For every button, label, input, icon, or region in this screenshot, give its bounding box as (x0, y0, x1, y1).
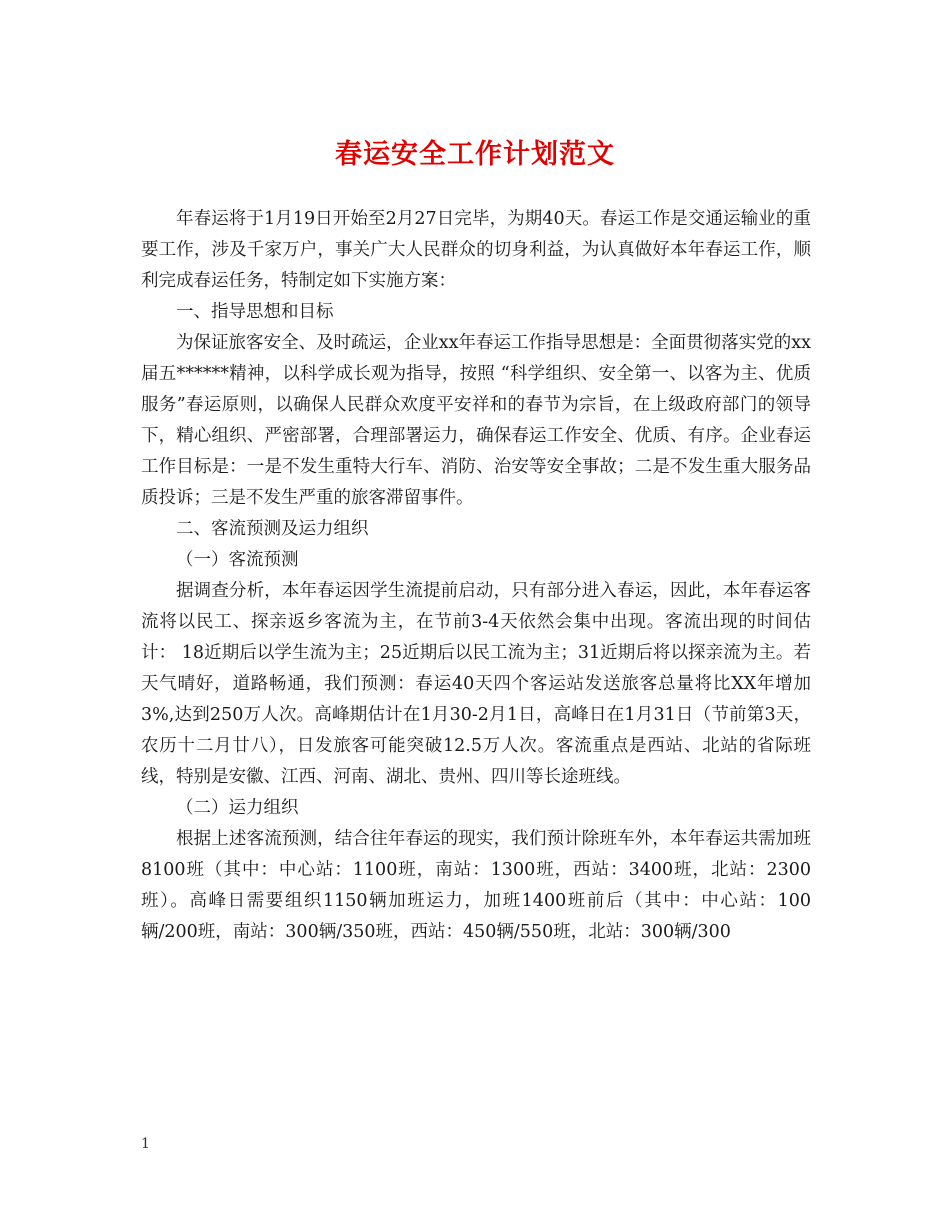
paragraph-intro: 年春运将于1月19日开始至2月27日完毕，为期40天。春运工作是交通运输业的重要工作，涉及千家万户，事关广大人民群众的切身利益，为认真做好本年春运工作，顺利完成春运任务，特制定如下实施方案： (141, 209, 811, 291)
subsection-heading-capacity: （二）运力组织 (176, 798, 299, 818)
document-body (141, 204, 811, 948)
document-title: 春运安全工作计划范文 (335, 139, 615, 170)
paragraph-flow-forecast: 据调查分析，本年春运因学生流提前启动，只有部分进入春运，因此，本年春运客流将以民工、探亲返乡客流为主，在节前3-4天依然会集中出现。客流出现的时间估计： 18近期后以学生流为主；25近期后以民工流为主；31近期后将以探亲流为主。若天气晴好，道路畅通，我们预测：春运40天四个客运站发送旅客总量将比XX年增加3%,达到250万人次。高峰期估计在1月30-2月1日，高峰日在1月31日（节前第3天，农历十二月廿八），日发旅客可能突破12.5万人次。客流重点是西站、北站的省际班线，特别是安徽、江西、河南、湖北、贵州、四川等长途班线。 (141, 581, 811, 787)
section-heading-passenger-flow: 二、客流预测及运力组织 (176, 519, 369, 539)
section-heading-guiding-ideology: 一、指导思想和目标 (176, 302, 334, 322)
subsection-heading-flow-forecast: （一）客流预测 (176, 550, 299, 570)
paragraph-guiding-ideology: 为保证旅客安全、及时疏运，企业xx年春运工作指导思想是：全面贯彻落实党的xx届五******精神，以科学成长观为指导，按照 “科学组织、安全第一、以客为主、优质服务”春运原则，以确保人民群众欢度平安祥和的春节为宗旨，在上级政府部门的领导下，精心组织、严密部署，合理部署运力，确保春运工作安全、优质、有序。企业春运工作目标是：一是不发生重特大行车、消防、治安等安全事故；二是不发生重大服务品质投诉；三是不发生严重的旅客滞留事件。 (141, 333, 811, 508)
paragraph-capacity: 根据上述客流预测，结合往年春运的现实，我们预计除班车外，本年春运共需加班8100班（其中：中心站：1100班，南站：1300班，西站：3400班，北站：2300班）。高峰日需要组织1150辆加班运力，加班1400班前后（其中：中心站：100辆/200班，南站：300辆/350班，西站：450辆/550班，北站：300辆/300 (141, 829, 811, 942)
page-number: 1 (141, 1136, 150, 1152)
